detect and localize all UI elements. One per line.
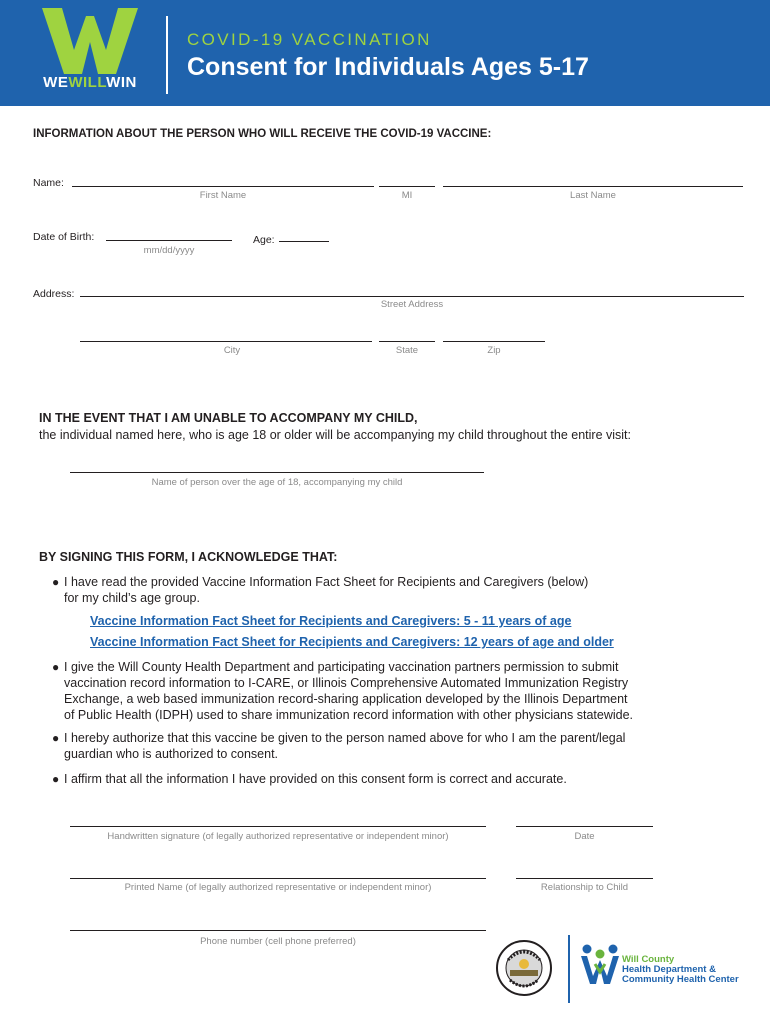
companion-name-field[interactable]	[70, 472, 484, 473]
phone-caption: Phone number (cell phone preferred)	[200, 936, 356, 947]
dob-field[interactable]	[106, 240, 232, 241]
page-title: Consent for Individuals Ages 5-17	[187, 53, 589, 81]
bullet-dot: ●	[52, 731, 60, 745]
header-divider	[166, 16, 168, 94]
zip-caption: Zip	[487, 345, 501, 356]
signature-caption: Handwritten signature (of legally authorized representative or independent minor)	[107, 831, 449, 842]
first-name-caption: First Name	[199, 190, 247, 201]
relationship-caption: Relationship to Child	[540, 882, 629, 893]
recipient-heading: INFORMATION ABOUT THE PERSON WHO WILL RECEIVE THE COVID-19 VACCINE:	[33, 128, 492, 140]
companion-heading: IN THE EVENT THAT I AM UNABLE TO ACCOMPANY MY CHILD,	[39, 411, 418, 425]
printed-name-caption: Printed Name (of legally authorized representative or independent minor)	[124, 882, 432, 893]
w-logo-icon	[42, 8, 138, 74]
bullet-dot: ●	[52, 772, 60, 786]
street-address-caption: Street Address	[380, 299, 444, 310]
logo-wordmark: WEWILLWIN	[43, 74, 137, 91]
last-name-field[interactable]	[443, 186, 743, 187]
ack-bullet-3: ● I hereby authorize that this vaccine be given to the person named above for who I am the parent/legal guardian who is authorized to consent.	[52, 731, 626, 761]
companion-caption: Name of person over the age of 18, accompanying my child	[151, 477, 403, 488]
relationship-field[interactable]	[516, 878, 653, 879]
mi-field[interactable]	[379, 186, 435, 187]
street-address-field[interactable]	[80, 296, 744, 297]
dob-label: Date of Birth:	[33, 231, 95, 243]
header-banner	[0, 0, 770, 106]
will-county-seal-icon	[496, 940, 552, 996]
ack-bullet-2: ● I give the Will County Health Department and participating vaccination partners permission to submit vaccination record information to I-CARE, or Illinois Comprehensive Automated Immunization Registry Exchange, a web based immunization record-sharing application developed by the Illinois Department of Public Health (IDPH) used to share immunization record information with other physicians statewide.	[52, 660, 634, 722]
zip-field[interactable]	[443, 341, 545, 342]
city-field[interactable]	[80, 341, 372, 342]
mi-caption: MI	[401, 190, 413, 201]
state-caption: State	[395, 345, 419, 356]
first-name-field[interactable]	[72, 186, 374, 187]
acknowledge-heading: BY SIGNING THIS FORM, I ACKNOWLEDGE THAT:	[39, 550, 338, 564]
date-caption: Date	[574, 831, 595, 842]
date-field[interactable]	[516, 826, 653, 827]
companion-text: the individual named here, who is age 18 or older will be accompanying my child throughout the entire visit:	[39, 428, 631, 442]
age-field[interactable]	[279, 241, 329, 242]
printed-name-field[interactable]	[70, 878, 486, 879]
last-name-caption: Last Name	[570, 190, 616, 201]
will-county-health-logo-icon	[578, 942, 622, 986]
ack-bullet-4: ● I affirm that all the information I have provided on this consent form is correct and accurate.	[52, 772, 567, 786]
signature-field[interactable]	[70, 826, 486, 827]
age-label: Age:	[253, 234, 275, 246]
bullet-dot: ●	[52, 575, 60, 589]
fact-sheet-5-11-link[interactable]: Vaccine Information Fact Sheet for Recipients and Caregivers: 5 - 11 years of age	[90, 614, 572, 628]
state-field[interactable]	[379, 341, 435, 342]
phone-field[interactable]	[70, 930, 486, 931]
city-caption: City	[223, 345, 241, 356]
footer-divider	[568, 935, 570, 1003]
will-county-org-name: Will County Health Department & Community Health Center	[622, 954, 739, 985]
address-label: Address:	[33, 288, 75, 300]
dob-caption: mm/dd/yyyy	[143, 245, 195, 256]
header-kicker: COVID-19 VACCINATION	[187, 30, 432, 49]
fact-sheet-12-plus-link[interactable]: Vaccine Information Fact Sheet for Recipients and Caregivers: 12 years of age and older	[90, 635, 614, 649]
we-will-win-logo	[30, 8, 150, 100]
name-label: Name:	[33, 177, 64, 189]
bullet-dot: ●	[52, 660, 60, 674]
ack-bullet-1: ● I have read the provided Vaccine Information Fact Sheet for Recipients and Caregivers (below) for my child’s age group.	[52, 575, 589, 605]
